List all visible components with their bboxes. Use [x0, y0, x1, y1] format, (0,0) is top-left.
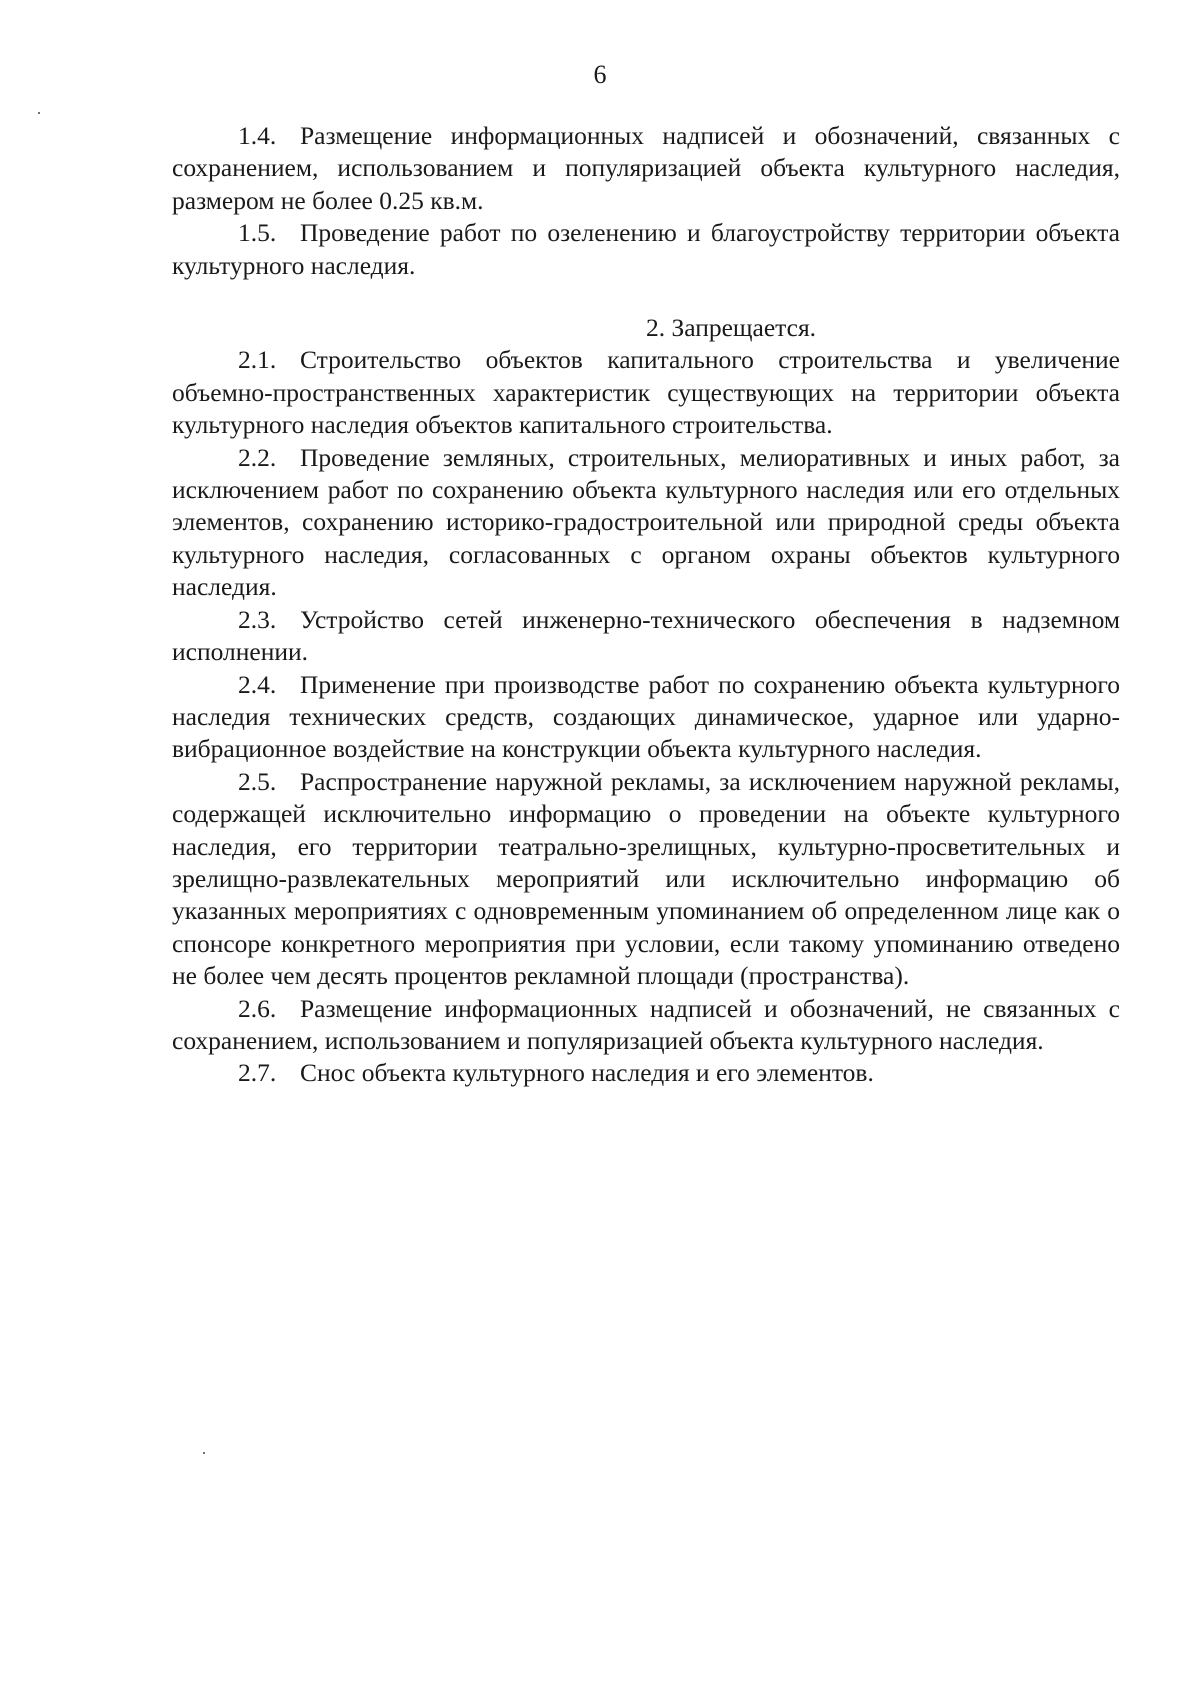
clause-text: Строительство объектов капитального строительства и увеличение объемно-пространственных характеристик существующих на территории объекта культурного наследия объектов капитального строительства. — [172, 345, 1120, 440]
clause-2-2 — [172, 442, 1120, 604]
clause-2-5 — [172, 766, 1120, 993]
clause-2-7 — [172, 1057, 1120, 1089]
clause-number: 2.2. — [238, 442, 277, 472]
clause-text: Проведение работ по озеленению и благоустройству территории объекта культурного наследия. — [172, 218, 1120, 280]
clause-text: Применение при производстве работ по сохранению объекта культурного наследия технических средств, создающих динамическое, ударное или ударно-вибрационное воздействие на конструкции объекта культурного наследия. — [172, 669, 1120, 764]
clause-2-1 — [172, 344, 1120, 441]
page-number: 6 — [593, 60, 607, 89]
clause-2-3 — [172, 604, 1120, 669]
clause-number: 2.1. — [238, 345, 277, 375]
clause-number: 1.4. — [238, 121, 277, 150]
clause-text: Проведение земляных, строительных, мелиоративных и иных работ, за исключением работ по сохранению объекта культурного наследия или его отдельных элементов, сохранению историко-градостроительной или природной среды объекта культурного наследия, согласованных с органом охраны объектов культурного наследия. — [172, 442, 1120, 602]
clause-1-5 — [172, 217, 1120, 282]
clause-number: 2.5. — [238, 766, 277, 796]
clause-number: 2.3. — [238, 604, 277, 634]
clause-text: Снос объекта культурного наследия и его элементов. — [300, 1058, 874, 1088]
document-body — [172, 120, 1120, 1090]
clause-1-4 — [172, 120, 1120, 217]
scan-speck — [38, 112, 40, 114]
clause-text: Размещение информационных надписей и обозначений, не связанных с сохранением, использованием и популяризацией объекта культурного наследия. — [172, 993, 1120, 1055]
clause-text: Устройство сетей инженерно-технического обеспечения в надземном исполнении. — [172, 604, 1120, 667]
scan-speck — [203, 1452, 205, 1454]
clause-number: 2.6. — [238, 993, 277, 1023]
clause-number: 1.5. — [238, 218, 277, 248]
clause-2-6 — [172, 993, 1120, 1058]
clause-number: 2.7. — [238, 1058, 277, 1088]
clause-text: Размещение информационных надписей и обозначений, связанных с сохранением, использованием и популяризацией объекта культурного наследия, размером не более 0.25 кв.м. — [172, 121, 1120, 215]
clause-number: 2.4. — [238, 669, 277, 699]
clause-2-4 — [172, 669, 1120, 766]
section-2-heading: 2. Запрещается. — [645, 313, 817, 343]
clause-text: Распространение наружной рекламы, за исключением наружной рекламы, содержащей исключительно информацию о проведении на объекте культурного наследия, его территории театрально-зрелищных, культурно-просветительных и зрелищно-развлекательных мероприятий или исключительно информацию об указанных мероприятиях с одновременным упоминанием об определенном лице как о спонсоре конкретного мероприятия при условии, если такому упоминанию отведено не более чем десять процентов рекламной площади (пространства). — [172, 766, 1120, 991]
